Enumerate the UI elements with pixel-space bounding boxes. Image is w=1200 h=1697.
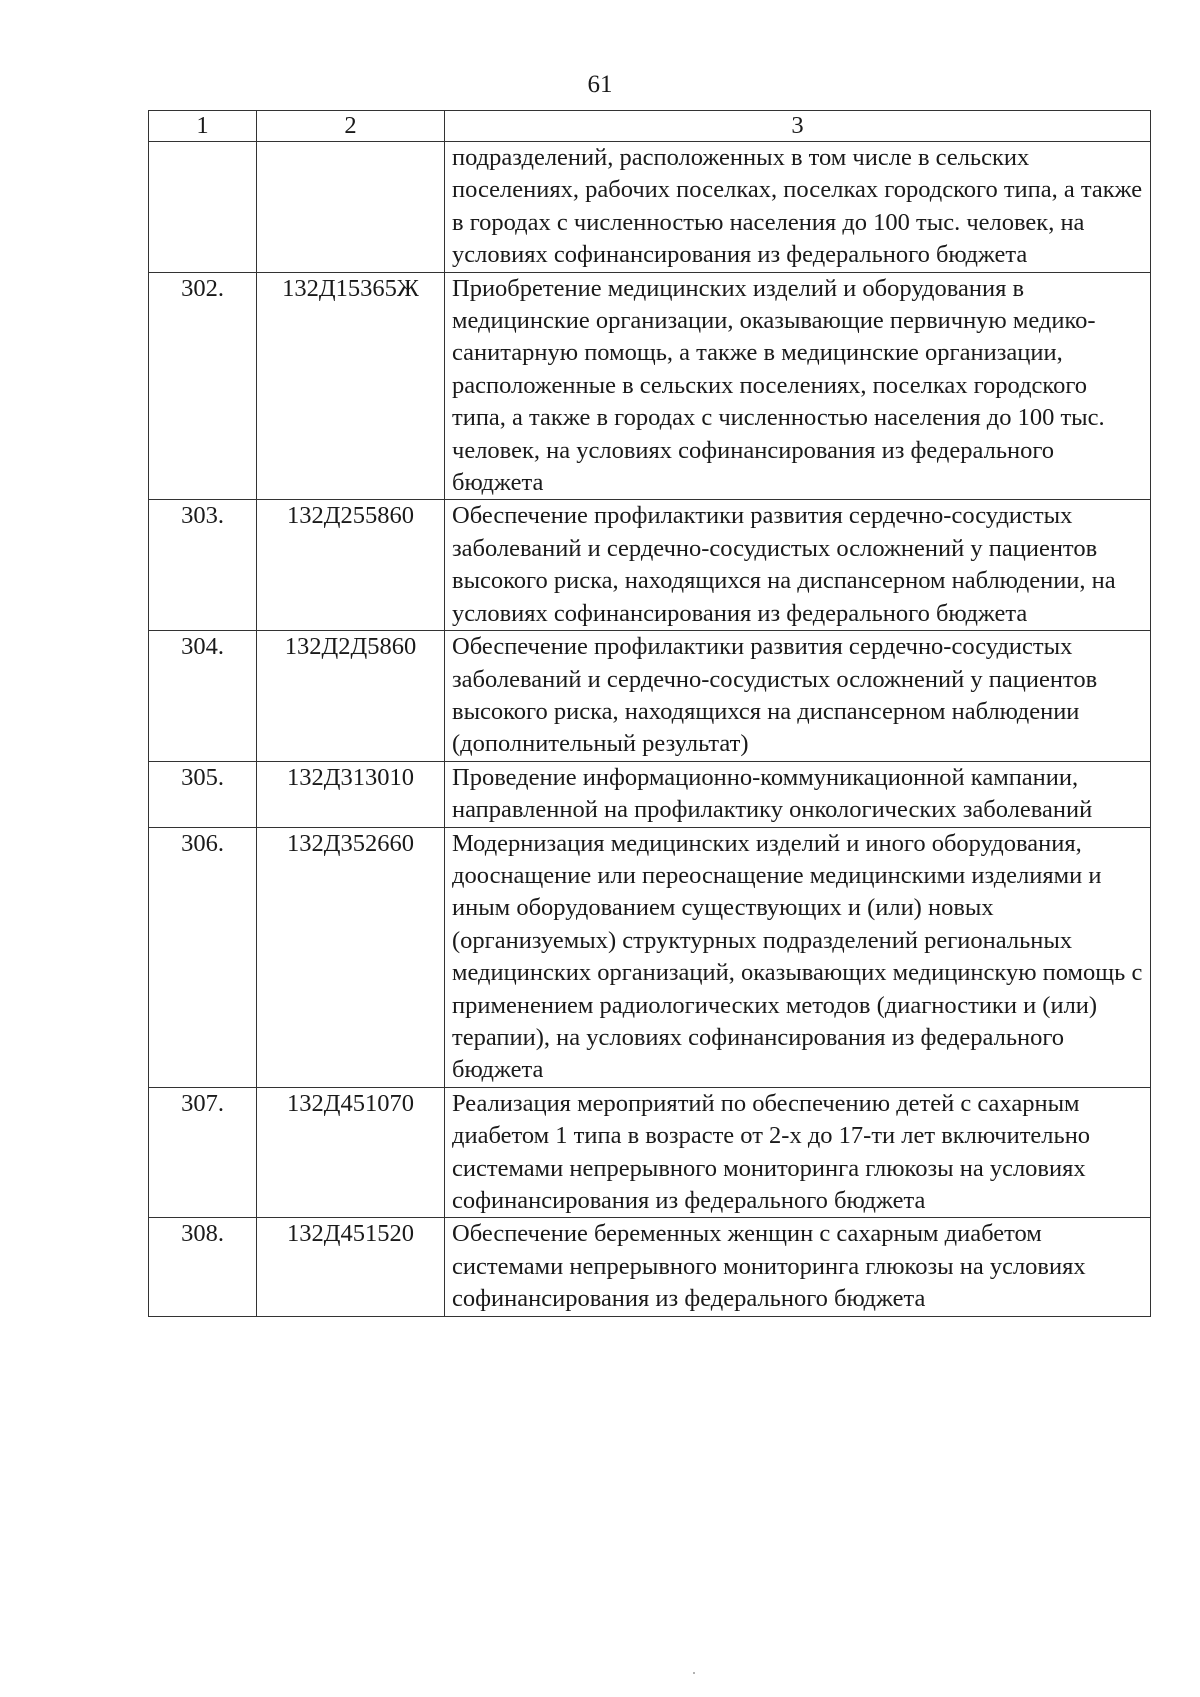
header-col-1: 1 — [149, 111, 257, 142]
header-col-2: 2 — [257, 111, 445, 142]
row-description: Модернизация медицинских изделий и иного оборудования, дооснащение или переоснащение медицинскими изделиями и иным оборудованием существующих и (или) новых (организуемых) структурных подразделений региональных медицинских организаций, оказывающих медицинскую помощь с применением радиологических методов (диагностики и (или) терапии), на условиях софинансирования из федерального бюджета — [445, 827, 1151, 1087]
row-code: 132Д313010 — [257, 761, 445, 827]
row-description: Обеспечение профилактики развития сердечно-сосудистых заболеваний и сердечно-сосудистых осложнений у пациентов высокого риска, находящихся на диспансерном наблюдении (дополнительный результат) — [445, 631, 1151, 762]
table-row — [149, 500, 1151, 631]
row-description: Реализация мероприятий по обеспечению детей с сахарным диабетом 1 типа в возрасте от 2-х до 17-ти лет включительно системами непрерывного мониторинга глюкозы на условиях софинансирования из федерального бюджета — [445, 1087, 1151, 1218]
row-code: 132Д15365Ж — [257, 272, 445, 500]
row-code: 132Д451520 — [257, 1218, 445, 1316]
row-number: 307. — [149, 1087, 257, 1218]
budget-code-table — [148, 110, 1151, 1317]
row-number: 305. — [149, 761, 257, 827]
row-number: 303. — [149, 500, 257, 631]
row-number: 302. — [149, 272, 257, 500]
row-code: 132Д352660 — [257, 827, 445, 1087]
table-row — [149, 631, 1151, 762]
row-number: 304. — [149, 631, 257, 762]
row-description: Проведение информационно-коммуникационной кампании, направленной на профилактику онкологических заболеваний — [445, 761, 1151, 827]
row-code — [257, 142, 445, 273]
page-number: 61 — [587, 71, 613, 98]
table-header-row — [149, 111, 1151, 142]
row-description: Обеспечение беременных женщин с сахарным диабетом системами непрерывного мониторинга глюкозы на условиях софинансирования из федерального бюджета — [445, 1218, 1151, 1316]
row-number — [149, 142, 257, 273]
row-code: 132Д451070 — [257, 1087, 445, 1218]
header-col-3: 3 — [445, 111, 1151, 142]
table-row — [149, 272, 1151, 500]
table-row — [149, 1087, 1151, 1218]
row-number: 308. — [149, 1218, 257, 1316]
row-description: Приобретение медицинских изделий и оборудования в медицинские организации, оказывающие первичную медико-санитарную помощь, а также в медицинские организации, расположенные в сельских поселениях, поселках городского типа, а также в городах с численностью населения до 100 тыс. человек, на условиях софинансирования из федерального бюджета — [445, 272, 1151, 500]
row-number: 306. — [149, 827, 257, 1087]
row-code: 132Д2Д5860 — [257, 631, 445, 762]
scan-speck — [693, 1672, 695, 1674]
table-row — [149, 761, 1151, 827]
row-code: 132Д255860 — [257, 500, 445, 631]
table-row — [149, 142, 1151, 273]
table-row — [149, 1218, 1151, 1316]
row-description: подразделений, расположенных в том числе в сельских поселениях, рабочих поселках, поселках городского типа, а также в городах с численностью населения до 100 тыс. человек, на условиях софинансирования из федерального бюджета — [445, 142, 1151, 273]
row-description: Обеспечение профилактики развития сердечно-сосудистых заболеваний и сердечно-сосудистых осложнений у пациентов высокого риска, находящихся на диспансерном наблюдении, на условиях софинансирования из федерального бюджета — [445, 500, 1151, 631]
table-row — [149, 827, 1151, 1087]
